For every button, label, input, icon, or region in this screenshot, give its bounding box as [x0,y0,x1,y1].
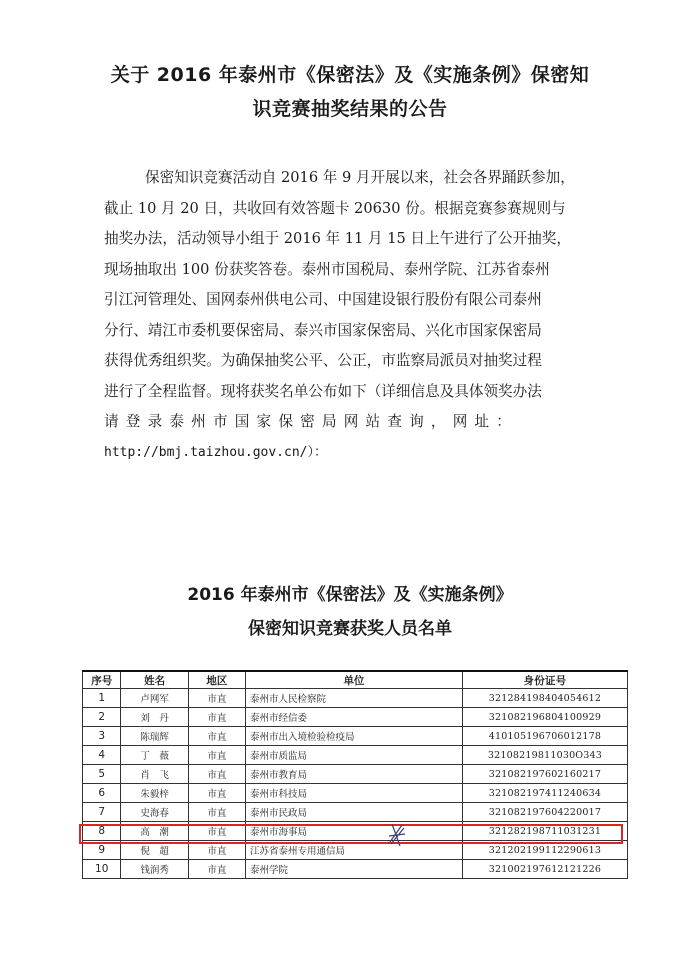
cell-id-number: 321002197612121226 [462,860,627,879]
body-line: 分行、靖江市委机要保密局、泰兴市国家保密局、兴化市国家保密局 [104,321,542,339]
header-region: 地区 [188,671,245,689]
cell-serial-number: 9 [83,841,121,860]
body-line: 引江河管理处、国网泰州供电公司、中国建设银行股份有限公司泰州 [104,291,542,308]
cell-name: 肖 飞 [121,765,188,784]
cell-serial-number: 10 [83,860,121,879]
cell-serial-number: 3 [83,727,121,746]
cell-unit: 泰州市科技局 [245,784,462,803]
cell-unit: 泰州市出入境检验检疫局 [245,727,462,746]
winners-list-title [100,578,600,646]
cell-name: 卢网军 [121,689,188,708]
pen-mark-scribble [386,822,408,848]
cell-region: 市直 [188,727,245,746]
document-title-line-1: 关于 2016 年泰州市《保密法》及《实施条例》保密知 [110,64,590,86]
table-row [83,803,628,822]
cell-id-number: 321082196804100929 [462,708,627,727]
cell-name: 高 潮 [121,822,188,841]
cell-id-number: 321082197604220017 [462,803,627,822]
table-row [83,765,628,784]
cell-name: 丁 薇 [121,746,188,765]
winners-list-title-line-2: 保密知识竞赛获奖人员名单 [248,619,452,639]
cell-region: 市直 [188,708,245,727]
body-line [104,163,604,194]
cell-id-number: 321202199112290613 [462,841,627,860]
cell-id-number: 410105196706012178 [462,727,627,746]
cell-name: 倪 超 [121,841,188,860]
winners-table [82,670,628,879]
header-id-number: 身份证号 [462,671,627,689]
cell-unit: 泰州市海事局 [245,822,462,841]
cell-id-number: 321082197411240634 [462,784,627,803]
cell-unit: 泰州学院 [245,860,462,879]
body-line: 抽奖办法，活动领导小组于 2016 年 11 月 15 日上午进行了公开抽奖， [104,230,571,247]
announcement-body [104,163,604,468]
body-line: 现场抽取出 100 份获奖答卷。泰州市国税局、泰州学院、江苏省泰州 [104,260,550,278]
table-row-highlighted [83,822,628,841]
cell-region: 市直 [188,803,245,822]
cell-region: 市直 [188,822,245,841]
cell-serial-number: 4 [83,746,121,765]
table-row [83,708,628,727]
cell-id-number: 321082197602160217 [462,765,627,784]
body-line: 截止 10 月 20 日，共收回有效答题卡 20630 份。根据竞赛参赛规则与 [104,199,566,217]
table-row [83,841,628,860]
table-row [83,860,628,879]
cell-unit: 江苏省泰州专用通信局 [245,841,462,860]
cell-name: 史海春 [121,803,188,822]
cell-region: 市直 [188,860,245,879]
cell-id-number: 321282198711031231 [462,822,627,841]
cell-name: 朱毅梓 [121,784,188,803]
body-line-text: 保密知识竞赛活动自 2016 年 9 月开展以来，社会各界踊跃参加， [145,169,575,186]
body-line: 进行了全程监督。现将获奖名单公布如下（详细信息及具体领奖办法 [104,382,542,400]
cell-name: 陈瑞辉 [121,727,188,746]
cell-serial-number: 7 [83,803,121,822]
cell-serial-number: 1 [83,689,121,708]
cell-serial-number: 5 [83,765,121,784]
cell-region: 市直 [188,689,245,708]
header-unit: 单位 [245,671,462,689]
cell-unit: 泰州市经信委 [245,708,462,727]
cell-unit: 泰州市民政局 [245,803,462,822]
body-line: 请登录泰州市国家保密局网站查询，网址： [104,413,519,430]
cell-serial-number: 6 [83,784,121,803]
table-row [83,689,628,708]
header-name: 姓名 [121,671,188,689]
table-row [83,746,628,765]
cell-region: 市直 [188,784,245,803]
cell-name: 刘 丹 [121,708,188,727]
cell-serial-number: 2 [83,708,121,727]
cell-region: 市直 [188,765,245,784]
cell-region: 市直 [188,841,245,860]
table-row [83,784,628,803]
cell-unit: 泰州市教育局 [245,765,462,784]
table-row [83,727,628,746]
cell-id-number: 321284198404054612 [462,689,627,708]
cell-region: 市直 [188,746,245,765]
body-line-url: http://bmj.taizhou.gov.cn/）： [104,444,327,460]
header-serial-number: 序号 [83,671,121,689]
table-header-row [83,671,628,689]
body-line: 获得优秀组织奖。为确保抽奖公平、公正，市监察局派员对抽奖过程 [104,352,542,369]
cell-serial-number: 8 [83,822,121,841]
winners-list-title-line-1: 2016 年泰州市《保密法》及《实施条例》 [187,585,513,605]
document-title-line-2: 识竞赛抽奖结果的公告 [252,98,448,120]
document-title [60,58,640,126]
cell-id-number: 32108219811030O343 [462,746,627,765]
cell-name: 钱润秀 [121,860,188,879]
cell-unit: 泰州市人民检察院 [245,689,462,708]
cell-unit: 泰州市质监局 [245,746,462,765]
